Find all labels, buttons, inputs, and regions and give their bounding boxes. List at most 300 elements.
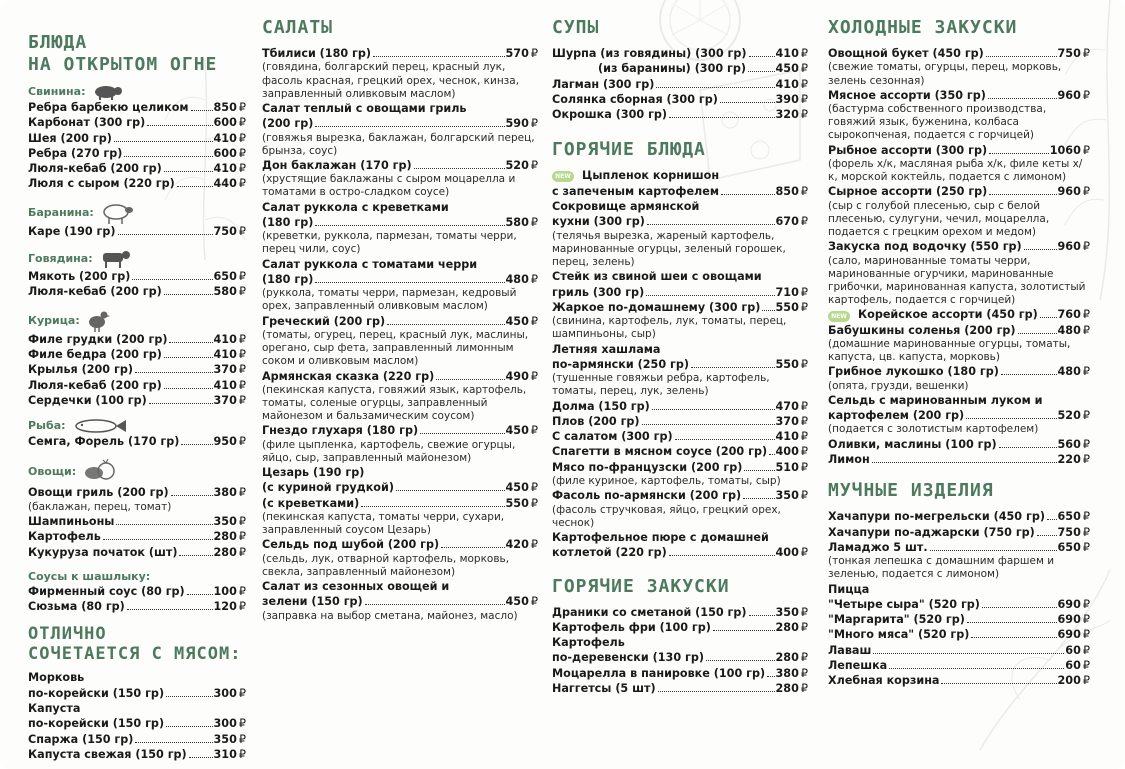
menu-item-price: 520 — [505, 158, 529, 172]
ruble-sign: ₽ — [238, 177, 246, 191]
menu-item — [552, 605, 808, 620]
dot-leader — [147, 125, 212, 126]
menu-item — [552, 666, 808, 681]
dot-leader — [720, 102, 775, 103]
dot-leader — [166, 726, 212, 727]
menu-item — [28, 686, 246, 701]
menu-item-description: (филе куриное, картофель, томаты, сыр) — [552, 475, 781, 488]
menu-item-name: Фирменный соус (80 гр) — [28, 584, 185, 598]
menu-item-name: Крылья (200 гр) — [28, 363, 133, 377]
beef-list — [28, 269, 246, 300]
menu-item-name: Люля с сыром (220 гр) — [28, 177, 175, 191]
menu-item — [28, 161, 246, 176]
menu-item-price: 440 — [213, 177, 237, 191]
ruble-sign: ₽ — [1082, 613, 1090, 627]
ruble-sign: ₽ — [800, 215, 808, 229]
menu-item-price: 470 — [775, 399, 799, 413]
menu-item-name: Плов (200 гр) — [552, 414, 640, 428]
menu-item — [28, 378, 246, 393]
ruble-sign: ₽ — [1082, 674, 1090, 688]
menu-item-name-line1: Сельдь с маринованным луком и — [828, 393, 1043, 407]
menu-item-description: (хрустящие баклажаны с сыром моцарелла и томатами в остро-сладком соусе) — [262, 173, 516, 199]
menu-item-description: (телячья вырезка, жареный картофель, маринованные огурцы, зеленый горошек, перец, зелень) — [552, 229, 786, 269]
menu-item-name: Люля-кебаб (200 гр) — [28, 378, 162, 392]
dot-leader — [989, 153, 1049, 154]
menu-item-description: (сыр с голубой плесенью, сыр с белой плесенью, сулугуни, чечил, моцарелла, подается с грецким орехом и медом) — [828, 199, 1050, 239]
dot-leader — [169, 342, 212, 343]
menu-item-price: 580 — [505, 215, 529, 229]
dot-leader — [941, 683, 1056, 684]
menu-item-price: 650 — [213, 270, 237, 284]
ruble-sign: ₽ — [530, 117, 538, 131]
menu-item-description: (тушенные говяжьи ребра, картофель, томаты, перец, лук, зелень) — [552, 372, 770, 398]
menu-item-price: 410 — [213, 347, 237, 361]
pork-label: Свинина: — [28, 85, 86, 98]
veg-list — [28, 485, 246, 559]
ruble-sign: ₽ — [800, 47, 808, 60]
menu-item — [28, 747, 246, 762]
menu-item-price: 310 — [213, 747, 237, 761]
menu-item-price: 420 — [505, 538, 529, 552]
menu-item-price: 560 — [1057, 437, 1081, 451]
menu-item-price: 750 — [1057, 525, 1081, 539]
dot-leader — [315, 282, 504, 283]
menu-item-description: (пекинская капуста, томаты черри, сухари, заправленный соусом Цезарь) — [262, 511, 505, 537]
dot-leader — [1024, 249, 1057, 250]
menu-item — [28, 434, 246, 449]
dot-leader — [127, 609, 213, 610]
menu-item-name: Грибное лукошко (180 гр) — [828, 365, 999, 379]
menu-item-description: (пекинская капуста, говяжий язык, картофель, томаты, соленые огурцы, заправленный майонезом и бальзамическим соусом) — [262, 383, 527, 423]
menu-item-price: 960 — [1057, 185, 1081, 199]
lamb-label: Баранина: — [28, 205, 94, 219]
menu-item — [262, 314, 538, 329]
ruble-sign: ₽ — [1082, 437, 1090, 451]
menu-item — [262, 480, 538, 495]
menu-item-name: Греческий (200 гр) — [262, 314, 386, 328]
soups-title: СУПЫ — [552, 17, 600, 38]
dot-leader — [179, 555, 212, 556]
menu-item — [828, 540, 1090, 555]
menu-item-name: (180 гр) — [262, 215, 314, 229]
menu-item-name: Лепешка — [828, 659, 888, 672]
menu-item-price: 550 — [775, 300, 799, 314]
menu-item-price: 410 — [775, 77, 799, 91]
menu-item-name-line1: Салат руккола с томатами черри — [262, 257, 478, 271]
ruble-sign: ₽ — [238, 378, 246, 392]
menu-item-name: Люля-кебаб (200 гр) — [28, 162, 162, 176]
menu-item-price: 950 — [213, 435, 237, 449]
menu-item-name: Филе бедра (200 гр) — [28, 347, 162, 361]
menu-item-description: (сельдь, лук, отварной картофель, морковь, свекла, заправленный майонезом) — [262, 552, 510, 578]
dot-leader — [767, 676, 774, 677]
menu-item-name: Бабушкины соленья (200 гр) — [828, 323, 1016, 337]
menu-item-name: Ребра барбекю целиком — [28, 101, 189, 114]
new-badge-icon: NEW — [828, 311, 850, 322]
dot-leader — [315, 225, 504, 226]
menu-item — [28, 514, 246, 529]
ruble-sign: ₽ — [1082, 452, 1090, 466]
menu-item — [552, 399, 808, 414]
soups-hot-column — [552, 10, 808, 765]
dot-leader — [762, 310, 774, 311]
ruble-sign: ₽ — [238, 101, 246, 114]
menu-item-name: Капуста свежая (150 гр) — [28, 747, 187, 761]
menu-item-name-line1: Капуста — [28, 702, 81, 716]
menu-item — [828, 364, 1090, 379]
menu-item-name: по-армянски (250 гр) — [552, 357, 689, 371]
menu-item-price: 370 — [213, 393, 237, 407]
salads-column — [262, 10, 538, 765]
menu-item-price: 370 — [213, 363, 237, 377]
menu-item — [828, 509, 1090, 524]
menu-item-price: 280 — [213, 530, 237, 544]
menu-item-price: 480 — [1057, 365, 1081, 379]
menu-item-name: Шея (200 гр) — [28, 131, 112, 145]
menu-item-name: картофелем (200 гр) — [828, 409, 965, 423]
ruble-sign: ₽ — [530, 595, 538, 609]
ruble-sign: ₽ — [238, 530, 246, 544]
menu-item — [28, 115, 246, 130]
menu-item-name-line1: Картофель — [552, 636, 625, 650]
pairing-title-line2: СОЧЕТАЕТСЯ С МЯСОМ: — [28, 644, 242, 665]
ruble-sign: ₽ — [800, 460, 808, 474]
menu-item — [828, 673, 1090, 688]
menu-item-description: (заправка на выбор сметана, майонез, масло) — [262, 609, 518, 622]
lamb-heading — [28, 202, 246, 224]
menu-item-price: 690 — [1057, 613, 1081, 627]
dot-leader — [114, 141, 213, 142]
menu-item — [28, 284, 246, 299]
menu-item-name: по-корейски (150 гр) — [28, 686, 165, 700]
menu-item-price: 450 — [775, 62, 799, 76]
menu-item — [552, 300, 808, 315]
menu-item-price: 670 — [775, 215, 799, 229]
dot-leader — [164, 171, 213, 172]
menu-item-name: Шампиньоны — [28, 514, 115, 528]
ruble-sign: ₽ — [238, 347, 246, 361]
dot-leader — [164, 388, 213, 389]
menu-item-price: 280 — [775, 620, 799, 634]
pig-icon — [91, 84, 123, 100]
menu-item-description: (баклажан, перец, томат) — [28, 500, 172, 513]
menu-item-name: "Четыре сыра" (520 гр) — [828, 597, 980, 611]
ruble-sign: ₽ — [238, 162, 246, 176]
ruble-sign: ₽ — [238, 514, 246, 528]
menu-item — [828, 525, 1090, 540]
ruble-sign: ₽ — [238, 224, 246, 238]
ruble-sign: ₽ — [1082, 47, 1090, 60]
dot-leader — [656, 87, 774, 88]
dot-leader — [116, 524, 212, 525]
ruble-sign: ₽ — [530, 481, 538, 495]
flour-title: МУЧНЫЕ ИЗДЕЛИЯ — [828, 480, 994, 502]
menu-item — [828, 437, 1090, 452]
menu-item-name: Гнездо глухаря (180 гр) — [262, 424, 419, 438]
menu-item-name: с запеченым картофелем — [552, 184, 719, 198]
ruble-sign: ₽ — [238, 686, 246, 700]
menu-item-description: (руккола, томаты черри, пармезан, кедровый орех, заправленный оливковым маслом) — [262, 287, 517, 313]
menu-item — [828, 408, 1090, 423]
fish-icon — [72, 418, 128, 434]
menu-item-price: 650 — [1057, 510, 1081, 524]
menu-item — [28, 485, 246, 500]
ruble-sign: ₽ — [530, 314, 538, 328]
beef-label: Говядина: — [28, 252, 93, 266]
menu-item-price: 450 — [505, 314, 529, 328]
menu-item-price: 510 — [775, 460, 799, 474]
menu-item-name: Долма (150 гр) — [552, 399, 650, 413]
menu-item-name: Окрошка (300 гр) — [552, 108, 668, 122]
menu-item-name: Оливки, маслины (100 гр) — [828, 437, 997, 451]
menu-item-name: по-деревенски (130 гр) — [552, 651, 704, 665]
menu-item-price: 850 — [213, 101, 237, 114]
sauce-list — [28, 584, 246, 615]
menu-item-name-line1: Картофельное пюре с домашней — [552, 530, 769, 544]
menu-item-price: 1060 — [1049, 143, 1081, 157]
dot-leader — [691, 367, 775, 368]
menu-item-name: Дон баклажан (170 гр) — [262, 158, 412, 172]
menu-item-name: Лимон — [828, 452, 870, 466]
menu-item-name: зелени (150 гр) — [262, 595, 363, 609]
dot-leader — [873, 653, 1064, 654]
menu-item-name: Сюзьма (80 гр) — [28, 600, 125, 614]
menu-item-name: Ребра (270 гр) — [28, 146, 123, 160]
menu-item-name: Картофель — [28, 530, 101, 544]
menu-item-name: Хачапури по-мегрельски (450 гр) — [828, 510, 1045, 524]
dot-leader — [365, 604, 505, 605]
menu-item-name-line1: Салат из сезонных овощей и — [262, 580, 450, 594]
menu-item — [28, 332, 246, 347]
menu-item — [552, 92, 808, 107]
fish-heading — [28, 418, 246, 434]
menu-item-price: 600 — [213, 116, 237, 130]
menu-item-name-line1: Цезарь (190 гр) — [262, 466, 365, 480]
menu-item-description: (говяжья вырезка, баклажан, болгарский перец, брынза, соус) — [262, 131, 535, 157]
salads-list — [262, 46, 538, 623]
menu-item-price: 120 — [213, 600, 237, 614]
menu-item-name: Армянская сказка (220 гр) — [262, 369, 435, 383]
menu-item-description: (томаты, огурец, перец, красный лук, маслины, орегано, сыр фета, заправленный лимонным соком и оливковым маслом) — [262, 328, 529, 368]
ruble-sign: ₽ — [238, 146, 246, 160]
ruble-sign: ₽ — [1082, 540, 1090, 554]
menu-item-name: Спаржа (150 гр) — [28, 732, 134, 746]
fish-list — [28, 434, 246, 449]
ruble-sign: ₽ — [800, 651, 808, 665]
dot-leader — [967, 622, 1057, 623]
fish-label: Рыба: — [28, 419, 66, 433]
menu-item-name: (200 гр) — [262, 117, 314, 131]
menu-item-price: 450 — [505, 481, 529, 495]
menu-item-price: 550 — [505, 496, 529, 510]
ruble-sign: ₽ — [1082, 365, 1090, 379]
menu-item-name-line1: Летняя хашлама — [552, 342, 661, 356]
menu-item-name: Хлебная корзина — [828, 674, 940, 688]
dot-leader — [669, 117, 774, 118]
salads-title: САЛАТЫ — [262, 17, 334, 38]
menu-item-price: 350 — [775, 489, 799, 503]
ruble-sign: ₽ — [530, 272, 538, 286]
dot-leader — [191, 110, 213, 111]
menu-item-price: 400 — [775, 546, 799, 560]
menu-item-price: 480 — [505, 272, 529, 286]
menu-item-name-line1: Цыпленок корнишон — [582, 169, 720, 183]
menu-item-name: котлетой (220 гр) — [552, 546, 667, 560]
menu-item-price: 410 — [775, 47, 799, 60]
menu-item — [828, 658, 1090, 673]
menu-item-price: 390 — [775, 92, 799, 106]
menu-item-name: "Много мяса" (520 гр) — [828, 628, 970, 642]
menu-item — [262, 594, 538, 609]
menu-item-price: 350 — [213, 514, 237, 528]
menu-item — [262, 46, 538, 61]
menu-item-description: (подается с золотистым картофелем) — [828, 423, 1039, 436]
menu-item — [28, 599, 246, 614]
menu-item-price: 410 — [213, 162, 237, 176]
dot-leader — [387, 324, 504, 325]
menu-item — [552, 357, 808, 372]
menu-item-name-line1: Салат руккола с креветками — [262, 200, 449, 214]
menu-item — [552, 414, 808, 429]
dot-leader — [1040, 317, 1057, 318]
menu-item-price: 450 — [505, 595, 529, 609]
dot-leader — [441, 547, 504, 548]
beef-heading — [28, 249, 246, 269]
menu-item-description: (филе цыпленка, картофель, свежие огурцы, яйцо, сыр, заправленный майонезом) — [262, 438, 516, 464]
ruble-sign: ₽ — [800, 108, 808, 122]
menu-item-price: 750 — [213, 224, 237, 238]
menu-item-price: 650 — [1057, 540, 1081, 554]
sheep-icon — [100, 202, 134, 224]
menu-item-description: (бастурма собственного производства, говяжий язык, буженина, колбаса сырокопченая, подается с горчицей) — [828, 103, 1047, 142]
menu-item-name: Лаваш — [828, 643, 872, 657]
ruble-sign: ₽ — [800, 620, 808, 634]
menu-item-name: Ламаджо 5 шт. — [828, 540, 928, 554]
menu-item-name: по-корейски (150 гр) — [28, 717, 165, 731]
menu-item-name: Овощной букет (450 гр) — [828, 47, 984, 60]
menu-item-price: 450 — [505, 424, 529, 438]
hot-title: ГОРЯЧИЕ БЛЮДА — [552, 139, 706, 161]
menu-item-name: Картофель фри (100 гр) — [552, 620, 711, 634]
menu-item-description: (креветки, руккола, пармезан, томаты черри, перец чили, соус) — [262, 230, 517, 256]
menu-item — [552, 488, 808, 503]
ruble-sign: ₽ — [238, 747, 246, 761]
menu-item-price: 410 — [775, 430, 799, 444]
dot-leader — [135, 372, 213, 373]
menu-item — [828, 627, 1090, 642]
menu-item-name: Овощи гриль (200 гр) — [28, 486, 169, 500]
menu-item-description: (свежие томаты, огурцы, перец, морковь, зелень сезонная) — [828, 61, 1062, 87]
dot-leader — [872, 462, 1057, 463]
menu-item-description: (тонкая лепешка с домашним фаршем и зеленью, подается с лимоном) — [828, 555, 1055, 581]
menu-item-name: Сырное ассорти (250 гр) — [828, 185, 988, 199]
menu-item — [552, 184, 808, 199]
menu-item-name: Мясо по-французски (200 гр) — [552, 460, 743, 474]
dot-leader — [647, 224, 775, 225]
menu-item — [552, 681, 808, 696]
dot-leader — [930, 550, 1057, 551]
sauce-heading — [28, 570, 246, 584]
ruble-sign: ₽ — [530, 538, 538, 552]
ruble-sign: ₽ — [800, 77, 808, 91]
sauce-label: Соусы к шашлыку: — [28, 569, 151, 583]
dot-leader — [361, 506, 504, 507]
menu-item — [28, 545, 246, 560]
menu-item — [828, 323, 1090, 338]
hot-snacks-title: ГОРЯЧИЕ ЗАКУСКИ — [552, 575, 730, 597]
menu-item-price: 600 — [213, 146, 237, 160]
ruble-sign: ₽ — [238, 600, 246, 614]
menu-item-price: 300 — [213, 717, 237, 731]
menu-item-price: 410 — [213, 332, 237, 346]
menu-item-name: Закуска под водочку (550 гр) — [828, 240, 1022, 254]
dot-leader — [149, 403, 213, 404]
dot-leader — [675, 439, 775, 440]
menu-item — [28, 131, 246, 146]
menu-item-description: (фасоль стручковая, яйцо, грецкий орех, чеснок) — [552, 503, 781, 529]
ruble-sign: ₽ — [1082, 643, 1090, 657]
menu-item-name-line1-wrap — [552, 168, 808, 183]
menu-item — [262, 423, 538, 438]
menu-item-name: Сердечки (100 гр) — [28, 393, 147, 407]
dot-leader — [713, 630, 775, 631]
menu-item — [828, 88, 1090, 103]
menu-item — [28, 100, 246, 115]
menu-item-price: 520 — [1057, 409, 1081, 423]
dot-leader — [989, 194, 1056, 195]
menu-item-name: Рыбное ассорти (300 гр) — [828, 143, 988, 157]
ruble-sign: ₽ — [530, 158, 538, 172]
menu-item — [552, 107, 808, 122]
ruble-sign: ₽ — [238, 584, 246, 598]
dot-leader — [164, 294, 213, 295]
menu-item-price: 690 — [1057, 597, 1081, 611]
menu-item — [552, 214, 808, 229]
menu-item-name: Спагетти в мясном соусе (200 гр) — [552, 445, 768, 459]
dot-leader — [652, 409, 775, 410]
ruble-sign: ₽ — [800, 62, 808, 76]
menu-item — [552, 429, 808, 444]
dot-leader — [132, 279, 212, 280]
menu-item-price: 350 — [213, 732, 237, 746]
menu-item-price: 960 — [1057, 88, 1081, 102]
menu-item — [28, 176, 246, 191]
dot-leader — [396, 490, 505, 491]
menu-item-description: (домашние маринованные огурцы, томаты, капуста, цв. капуста, морковь) — [828, 337, 1071, 364]
menu-item-name: Хачапури по-аджарски (750 гр) — [828, 525, 1035, 539]
chicken-label: Курица: — [28, 313, 80, 327]
dot-leader — [982, 607, 1057, 608]
dot-leader — [166, 696, 212, 697]
ruble-sign: ₽ — [800, 285, 808, 299]
menu-item-price: 280 — [213, 545, 237, 559]
pork-list — [28, 100, 246, 192]
chicken-icon — [86, 310, 110, 332]
menu-item-price: 590 — [505, 117, 529, 131]
menu-item-description: (форель х/к, масляная рыба х/к, филе кеты х/к, морской коктейль, подается с лимоном) — [828, 157, 1083, 184]
menu-item-price: 380 — [775, 666, 799, 680]
menu-item-name: Жаркое по-домашнему (300 гр) — [552, 300, 761, 314]
vegetables-icon — [82, 459, 118, 485]
dot-leader — [189, 757, 213, 758]
ruble-sign: ₽ — [530, 496, 538, 510]
dot-leader — [988, 98, 1057, 99]
menu-item-price: 410 — [213, 131, 237, 145]
ruble-sign: ₽ — [800, 92, 808, 106]
dot-leader — [177, 186, 213, 187]
menu-item — [828, 643, 1090, 658]
ruble-sign: ₽ — [800, 300, 808, 314]
